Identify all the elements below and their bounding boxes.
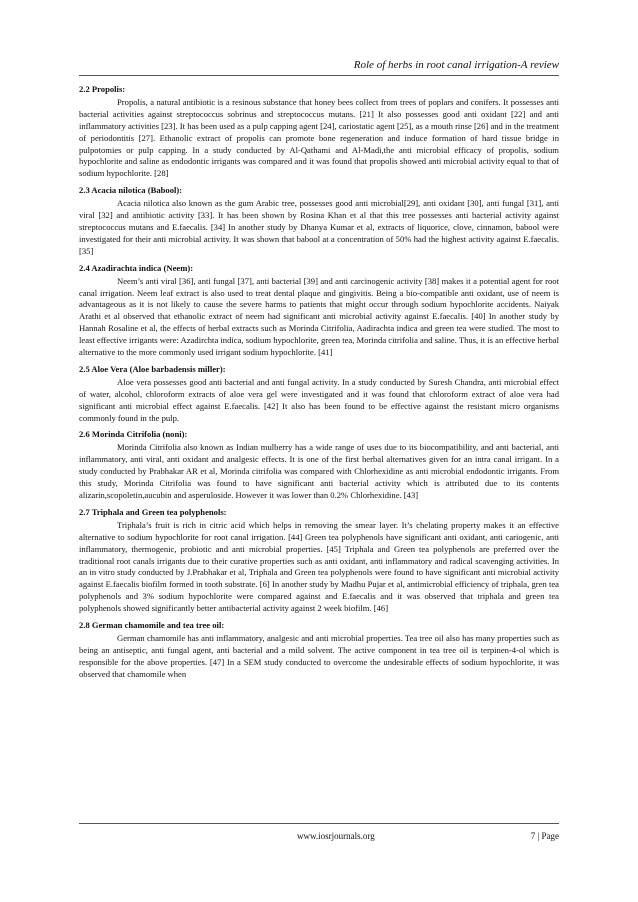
section-triphala-green-tea — [79, 507, 559, 615]
section-paragraph: German chamomile has anti inflammatory, analgesic and anti microbial properties. Tea tree oil also has many properties such as being an antiseptic, anti fungal agent, anti bacterial and a mild solvent. The active component in tea tree oil is terpinen-4-ol which is responsible for the above properties. [47] In a SEM study conducted to overcome the undesirable effects of sodium hypochlorite, it was observed that chamomile when — [79, 632, 559, 679]
section-paragraph: Neem’s anti viral [36], anti fungal [37], anti bacterial [39] and anti carcinogenic activity [38] makes it a potential agent for root canal irrigation. Neem leaf extract is also used to treat dental plaque and gingivitis. Being a bio-compatible anti oxidant, use of neem is advantageous as it is not likely to cause the severe harms to patients that might occur through sodium hypochlorite accidents. Naiyak Arathi et al observed that ethanolic extract of neem had significant anti microbial activity against E.faecalis. [40] In another study by Hannah Rosaline et al, the effects of herbal extracts such as Morinda Citrifolia, Aadirachta indica and green tea were studied. The most to least effective irrigants were: Azadirchta indica, sodium hypochlorite, green tea, Morinda citrifolia and saline. Thus, it is an effective herbal alternative to the more commonly used irrigant sodium hypochlorite. [41] — [79, 275, 559, 358]
section-neem — [79, 263, 559, 359]
section-propolis — [79, 84, 559, 180]
section-heading: 2.3 Acacia nilotica (Babool): — [79, 185, 183, 196]
article-body — [79, 84, 559, 686]
section-paragraph: Aloe vera possesses good anti bacterial and anti fungal activity. In a study conducted by Suresh Chandra, anti microbial effect of water, alcohol, chloroform extracts of aloe vera gel were investigated and it was found that chloroform extract of aloe vera had significant anti microbial effect against E.faecalis. [42] It also has been found to be effective against the resistant micro organisms commonly found in the pulp. — [79, 376, 559, 423]
section-heading: 2.6 Morinda Citrifolia (noni): — [79, 429, 188, 440]
section-morinda-citrifolia — [79, 429, 559, 501]
journal-url: www.iosrjournals.org — [297, 831, 375, 841]
page-number: 7 | Page — [530, 831, 559, 841]
section-chamomile-tea-tree — [79, 620, 559, 681]
footer-rule — [79, 823, 559, 824]
section-heading: 2.2 Propolis: — [79, 84, 126, 94]
section-paragraph: Acacia nilotica also known as the gum Arabic tree, possesses good anti microbial[29], anti oxidant [30], anti fungal [31], anti viral [32] and antibiotic activity [33]. It has been shown by Rosina Khan et al that this tree possesses anti bacterial activity against streptococcus mutans and E.faecalis. [34] In another study by Dhanya Kumar et al, extracts of liquorice, clove, cinnamon, babool were investigated for their anti microbial activity. It was shown that babool at a concentration of 50% had the highest activity against E.faecalis. [35] — [79, 198, 559, 256]
section-heading: 2.8 German chamomile and tea tree oil: — [79, 620, 225, 631]
section-aloe-vera — [79, 364, 559, 425]
section-heading: 2.5 Aloe Vera (Aloe barbadensis miller): — [79, 363, 226, 374]
section-acacia-nilotica — [79, 185, 559, 257]
section-paragraph: Triphala’s fruit is rich in citric acid which helps in removing the smear layer. It’s chelating property makes it an effective alternative to sodium hypochlorite for root canal irrigation. [44] Green tea polyphenols have significant anti oxidant, anti cariogenic, anti inflammatory, thermogenic, probiotic and anti microbial properties. [45] Triphala and Green tea polyphenols are preferred over the traditional root canals irrigants due to their curative properties such as anti oxidant, anti inflammatory and radical scavenging activities. In an in vitro study conducted by J.Prabhakar et al, Triphala and Green tea polyphenols were found to have significant anti microbial activity against E.faecalis biofilm formed in tooth substrate. [6] In another study by Madhu Pujar et al, antimicrobial efficiency of triphala, gren tea polyphenols and 3% sodium hypochlorite were compared against and E.faecalis and it was observed that triphala and green tea polyphenols showed significantly better antibacterial activity against 2 week biofilm. [46] — [79, 519, 559, 614]
section-paragraph: Propolis, a natural antibiotic is a resinous substance that honey bees collect from trees of poplars and conifers. It possesses anti bacterial activities against streptococcus sobrinus and streptococcus mutans. [21] It also possesses good anti oxidant [22] and anti inflammatory activities [23]. It has been used as a pulp capping agent [24], cariostatic agent [25], as a mouth rinse [26] and in the treatment of periodontitis [27]. Ethanolic extract of propolis can promote bone regeneration and induce formation of hard tissue bridge in pulpotomies or pulp capping. In a study conducted by Al-Qathami and Al-Madi,the anti microbial efficacy of propolis, sodium hypochlorite and saline as endodontic irrigants was compared and it was found that propolis showed anti microbial activity equal to that of sodium hypochlorite. [28] — [79, 96, 559, 179]
header-rule — [79, 75, 559, 76]
section-heading: 2.4 Azadirachta indica (Neem): — [79, 262, 194, 273]
section-paragraph: Morinda Citrifolia also known as Indian mulberry has a wide range of uses due to its biocompatibility, and anti bacterial, anti inflammatory, anti viral, anti oxidant and analgesic effects. It is one of the first herbal alternatives given for an intra canal irrigant. In a study conducted by Prabhakar AR et al, Morinda citrifolia was compared with Chlorhexidine as anti microbial endodontic irrigants. From this study, Morinda Citrifolia was found to have significant anti bacterial activity which is attributed due to its contents alizarin,scopoletin,aucubin and asperuloside. However it was lower than 0.2% Chlorhexidine. [43] — [79, 442, 559, 500]
section-heading: 2.7 Triphala and Green tea polyphenols: — [79, 506, 227, 517]
running-title: Role of herbs in root canal irrigation-A review — [353, 59, 559, 71]
